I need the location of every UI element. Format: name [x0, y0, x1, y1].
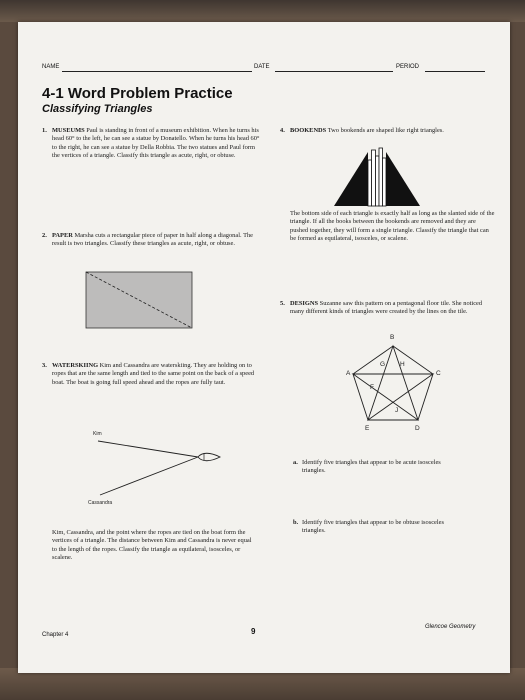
vertex-j-label: J	[395, 407, 399, 414]
vertex-d-label: D	[415, 425, 420, 432]
problem-3-body: Kim and Cassandra are waterskiing. They are holding on to ropes that are the same length and tied to the same point on the back of a speed boat. The boat is going full speed ahead and the ropes are fully taut.	[52, 362, 255, 386]
problem-2-heading: PAPER	[52, 232, 73, 239]
problem-3-text-2: Kim, Cassandra, and the point where the ropes are tied on the boat form the vertices of a triangle. The distance between Kim and Cassandra is never equal to the length of the ropes. Classify the triangle as equilateral, isosceles, or scalene.	[52, 529, 252, 561]
name-label: NAME	[42, 64, 60, 70]
kim-label: Kim	[93, 431, 102, 437]
problem-1-body: Paul is standing in front of a museum exhibition. When he turns his head 60° to the left, he can see a statue by Donatello. When he turns his head 60° to the right, he can see a statue by Della Robbia. The two statues and Paul form the vertices of a triangle. Classify this triangle as acute, right, or obtuse.	[52, 127, 260, 159]
problem-5a-label: a.	[293, 459, 298, 466]
vertex-b-label: B	[390, 334, 395, 341]
rope-cassandra	[100, 457, 198, 495]
page-title: 4-1 Word Problem Practice	[42, 85, 233, 102]
name-line	[62, 71, 252, 72]
bookend-right	[386, 152, 420, 206]
paper-rectangle-figure	[85, 271, 195, 331]
bookend-left	[334, 152, 368, 206]
problem-2-number: 2.	[42, 232, 47, 239]
page-subtitle: Classifying Triangles	[42, 103, 153, 115]
footer-book-title: Glencoe Geometry	[425, 624, 476, 630]
footer-page-number: 9	[251, 627, 256, 636]
problem-3-heading: WATERSKIING	[52, 362, 99, 369]
period-label: PERIOD	[396, 64, 420, 70]
vertex-f-label: F	[370, 384, 374, 391]
problem-1-heading: MUSEUMS	[52, 127, 85, 134]
problem-5a-text: Identify five triangles that appear to be acute isosceles triangles.	[302, 459, 441, 475]
vertex-a-label: A	[346, 370, 351, 377]
rope-kim	[98, 441, 198, 457]
problem-1-number: 1.	[42, 127, 47, 134]
vertex-h-label: H	[400, 361, 405, 368]
books	[368, 148, 386, 206]
problem-5b-text: Identify five triangles that appear to be obtuse isosceles triangles.	[302, 519, 444, 535]
date-line	[275, 71, 393, 72]
problem-5-number: 5.	[280, 300, 285, 307]
vertex-c-label: C	[436, 370, 441, 377]
problem-4-heading: BOOKENDS	[290, 127, 327, 134]
waterski-figure	[88, 435, 228, 505]
problem-5-heading: DESIGNS	[290, 300, 319, 307]
problem-4-text	[290, 127, 495, 135]
problem-5-body: Suzanne saw this pattern on a pentagonal floor tile. She noticed many different kinds of triangles were created by the lines on the tile.	[290, 300, 483, 316]
date-label: DATE	[254, 64, 270, 70]
period-line	[425, 71, 485, 72]
pentagram-lines	[353, 346, 433, 420]
problem-3-number: 3.	[42, 362, 47, 369]
footer-chapter: Chapter 4	[42, 632, 69, 638]
problem-5-text	[290, 300, 495, 317]
problem-3-text	[52, 362, 257, 387]
vertex-g-label: G	[380, 361, 386, 368]
problem-2-text	[52, 232, 262, 249]
vertex-e-label: E	[365, 425, 370, 432]
cassandra-label: Cassandra	[88, 500, 113, 506]
problem-4-number: 4.	[280, 127, 285, 134]
problem-2-body: Marsha cuts a rectangular piece of paper in half along a diagonal. The result is two triangles. Classify these triangles as acute, right, or obtuse.	[52, 232, 254, 248]
problem-4-text-2: The bottom side of each triangle is exactly half as long as the slanted side of the triangle. If all the books between the bookends are removed and they are pushed together, they will form a single triangle. Classify the triangle that can be formed as equilateral, isosceles, or scalene.	[290, 210, 495, 242]
problem-1-text	[52, 127, 262, 160]
problem-5b-label: b.	[293, 519, 299, 526]
speed-boat	[198, 453, 220, 461]
table-background-top	[0, 0, 525, 22]
bookends-figure	[328, 146, 428, 208]
problem-4-body: Two bookends are shaped like right triangles.	[327, 127, 444, 134]
worksheet-page	[18, 22, 510, 673]
pentagon-star-figure	[343, 340, 443, 430]
